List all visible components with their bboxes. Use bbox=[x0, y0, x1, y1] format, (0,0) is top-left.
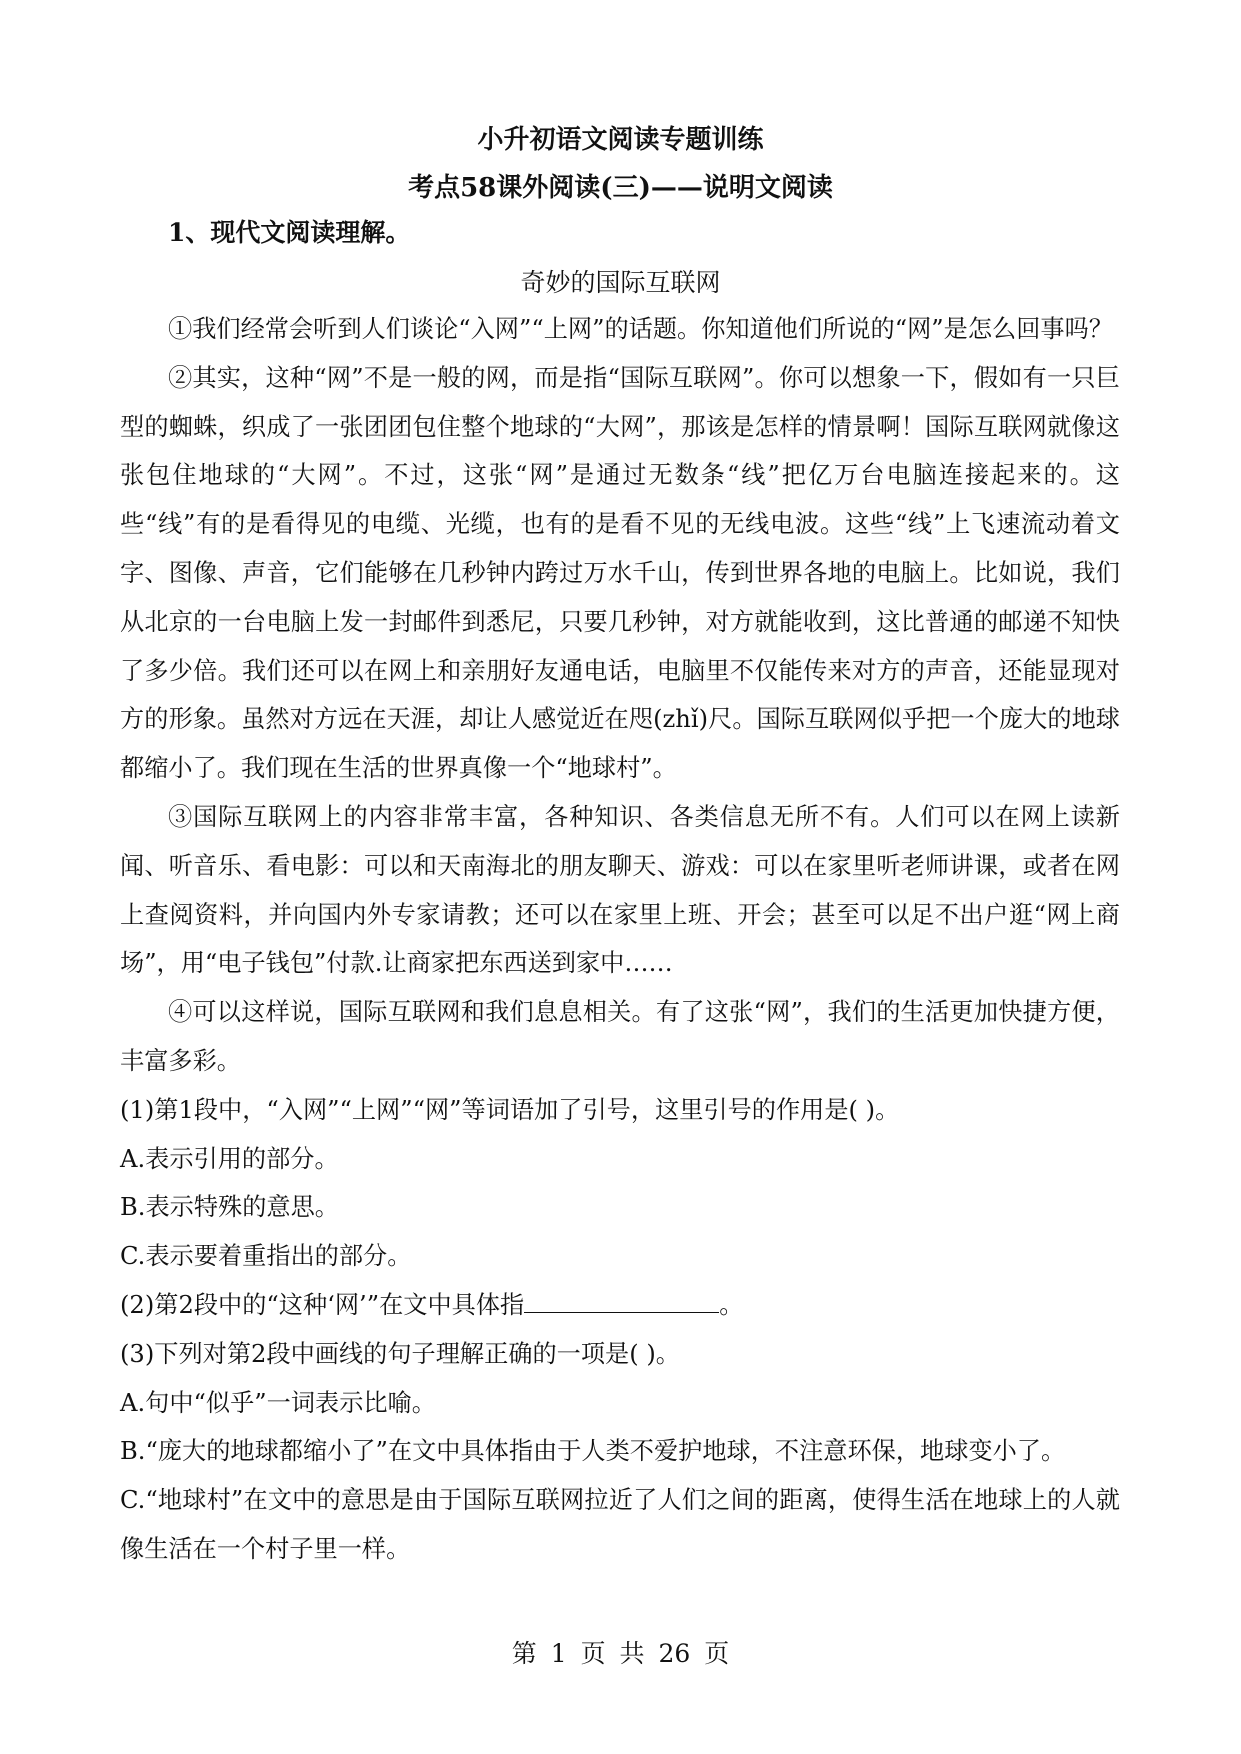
question-2 bbox=[120, 1281, 1120, 1330]
paragraph-1: ①我们经常会听到人们谈论“入网”“上网”的话题。你知道他们所说的“网”是怎么回事吗？ bbox=[168, 315, 1113, 343]
document-title: 小升初语文阅读专题训练 bbox=[477, 125, 764, 155]
paragraph-3: ③国际互联网上的内容非常丰富，各种知识、各类信息无所不有。人们可以在网上读新闻、听音乐、看电影：可以和天南海北的朋友聊天、游戏：可以在家里听老师讲课，或者在网上查阅资料，并向国内外专家请教；还可以在家里上班、开会；甚至可以足不出户逛“网上商场”，用“电子钱包”付款.让商家把东西送到家中…… bbox=[120, 802, 1120, 978]
question-2-text: (2)第2段中的“这种‘网’”在文中具体指 bbox=[120, 1290, 525, 1319]
question-3-option-a: A.句中“似乎”一词表示比喻。 bbox=[120, 1388, 436, 1417]
page-footer: 第 1 页 共 26 页 bbox=[511, 1639, 730, 1668]
question-1-option-a: A.表示引用的部分。 bbox=[120, 1144, 339, 1173]
question-3: (3)下列对第2段中画线的句子理解正确的一项是( )。 bbox=[120, 1339, 680, 1368]
article-body bbox=[120, 305, 1120, 1574]
question-2-end: 。 bbox=[719, 1290, 744, 1319]
question-3-option-b: B.“庞大的地球都缩小了”在文中具体指由于人类不爱护地球，不注意环保，地球变小了。 bbox=[120, 1437, 1066, 1466]
answer-blank[interactable] bbox=[524, 1288, 719, 1313]
article-title: 奇妙的国际互联网 bbox=[520, 268, 721, 297]
paragraph-2: ②其实，这种“网”不是一般的网，而是指“国际互联网”。你可以想象一下，假如有一只巨型的蜘蛛，织成了一张团团包住整个地球的“大网”，那该是怎样的情景啊！国际互联网就像这张包住地球的“大网”。不过，这张“网”是通过无数条“线”把亿万台电脑连接起来的。这些“线”有的是看得见的电缆、光缆，也有的是看不见的无线电波。这些“线”上飞速流动着文字、图像、声音，它们能够在几秒钟内跨过万水千山，传到世界各地的电脑上。比如说，我们从北京的一台电脑上发一封邮件到悉尼，只要几秒钟，对方就能收到，这比普通的邮递不知快了多少倍。我们还可以在网上和亲朋好友通电话，电脑里不仅能传来对方的声音，还能显现对方的形象。虽然对方远在天涯，却让人感觉近在咫(zhǐ)尺。国际互联网似乎把一个庞大的地球都缩小了。我们现在生活的世界真像一个“地球村”。 bbox=[120, 363, 1120, 783]
question-1: (1)第1段中，“入网”“上网”“网”等词语加了引号，这里引号的作用是( )。 bbox=[120, 1095, 900, 1124]
question-1-option-c: C.表示要着重指出的部分。 bbox=[120, 1242, 412, 1271]
document-subtitle: 考点58课外阅读(三)——说明文阅读 bbox=[408, 173, 833, 203]
paragraph-4: ④可以这样说，国际互联网和我们息息相关。有了这张“网”，我们的生活更加快捷方便，丰富多彩。 bbox=[120, 998, 1120, 1075]
question-1-option-b: B.表示特殊的意思。 bbox=[120, 1193, 339, 1222]
section-heading: 1、现代文阅读理解。 bbox=[168, 218, 411, 247]
question-3-option-c: C.“地球村”在文中的意思是由于国际互联网拉近了人们之间的距离，使得生活在地球上的人就像生活在一个村子里一样。 bbox=[120, 1486, 1120, 1563]
